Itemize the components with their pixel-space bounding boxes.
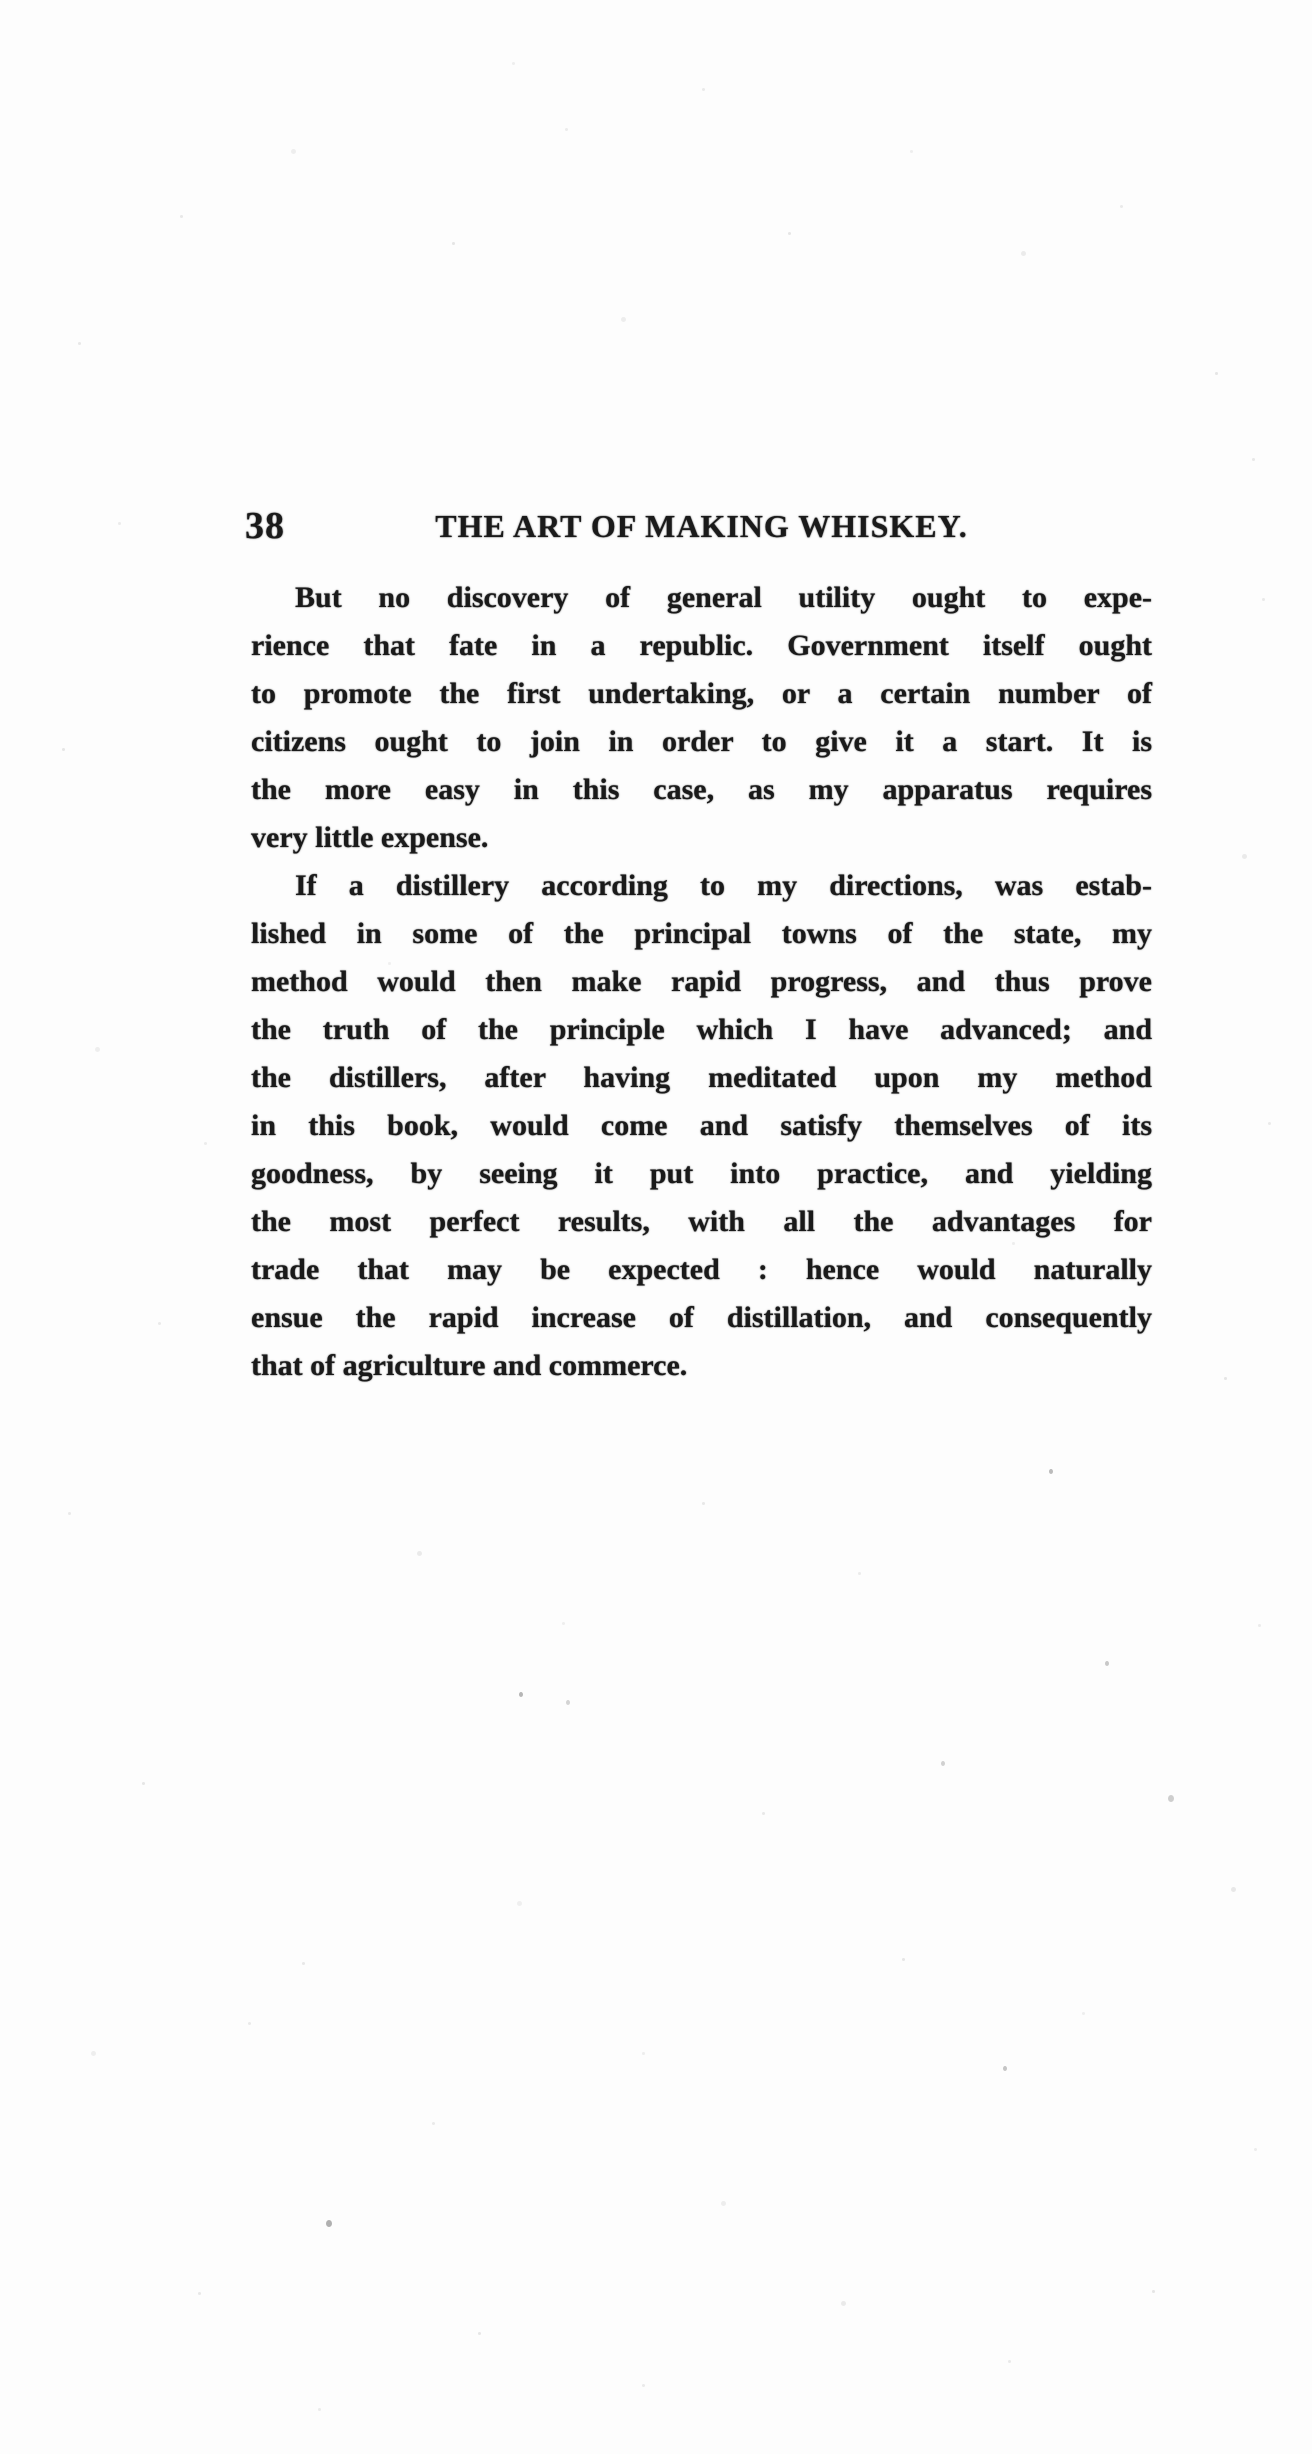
text-line: If a distillery according to my directions, was estab- <box>295 869 1152 902</box>
text-line: to promote the first undertaking, or a certain number of <box>251 677 1152 710</box>
running-title: THE ART OF MAKING WHISKEY. <box>435 508 968 544</box>
paragraph <box>251 574 1152 862</box>
text-line: in this book, would come and satisfy themselves of its <box>251 1109 1152 1142</box>
text-line: trade that may be expected : hence would naturally <box>251 1253 1152 1286</box>
scan-noise-light <box>0 0 3 3</box>
text-line: citizens ought to join in order to give it a start. It is <box>251 725 1152 758</box>
body-text-block <box>251 574 1152 1390</box>
scan-noise-dark <box>0 0 4 5</box>
text-line: goodness, by seeing it put into practice, and yielding <box>251 1157 1152 1190</box>
text-line: method would then make rapid progress, and thus prove <box>251 965 1152 998</box>
text-line: very little expense. <box>251 821 489 854</box>
text-line: that of agriculture and commerce. <box>251 1349 688 1382</box>
text-line: But no discovery of general utility ought to expe- <box>295 581 1152 614</box>
page-number: 38 <box>245 505 285 547</box>
page-header <box>245 500 1152 548</box>
text-line: lished in some of the principal towns of the state, my <box>251 917 1152 950</box>
text-line: rience that fate in a republic. Government itself ought <box>251 629 1152 662</box>
text-line: the distillers, after having meditated upon my method <box>251 1061 1152 1094</box>
text-line: the truth of the principle which I have advanced; and <box>251 1013 1152 1046</box>
text-line: the most perfect results, with all the advantages for <box>251 1205 1152 1238</box>
text-line: ensue the rapid increase of distillation, and consequently <box>251 1301 1152 1334</box>
paragraph <box>251 862 1152 1390</box>
text-line: the more easy in this case, as my apparatus requires <box>251 773 1152 806</box>
